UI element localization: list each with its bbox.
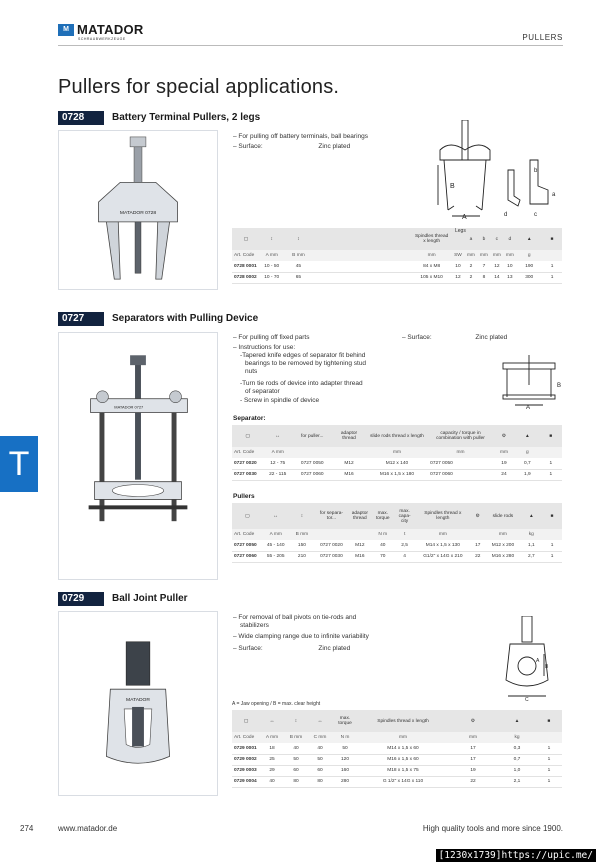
cell: 50 xyxy=(284,754,308,765)
bullet-text: For pulling off battery terminals, ball bearings xyxy=(238,133,369,140)
bullet-0728-1: – For pulling off battery terminals, ball bearings xyxy=(233,133,369,140)
cell: 1 xyxy=(536,754,562,765)
cell: 13 xyxy=(503,272,516,283)
surface-0727: – Surface: Zinc plated xyxy=(402,334,508,341)
cell: 45 xyxy=(284,261,314,272)
weight-icon: ▲ xyxy=(515,425,540,447)
dim-label-b: B xyxy=(450,183,455,190)
unit-sw: SW xyxy=(451,250,464,261)
cell: M12 x 140 xyxy=(366,458,428,469)
cell: 1,1 xyxy=(520,540,542,551)
jaw-opening-icon: ↔ xyxy=(263,503,289,529)
cell: 2,1 xyxy=(498,776,536,787)
cell: M16 xyxy=(332,469,365,480)
dim-label-c: C xyxy=(525,697,529,702)
table-unit-row xyxy=(232,250,562,261)
image-watermark: [1230x1739]https://upic.me/ xyxy=(436,849,596,862)
dim-label-b: B xyxy=(557,383,562,389)
wrench-icon: ⚙ xyxy=(470,503,485,529)
cell: 0727 0050 xyxy=(292,458,332,469)
bullet-text: Wide clamping range due to infinite variability xyxy=(238,633,369,640)
surface-label: Surface: xyxy=(238,143,263,150)
cell: 40 xyxy=(372,540,394,551)
pack-icon: ■ xyxy=(542,503,562,529)
dim-label-a-small: a xyxy=(552,192,556,198)
unit-a: A mm xyxy=(263,447,292,458)
bullet-0729-3: – Wide clamping range due to infinite variability xyxy=(233,633,369,640)
pack-icon: ■ xyxy=(542,228,562,250)
book-icon: ▢ xyxy=(232,503,263,529)
cell: 10 - 50 xyxy=(260,261,284,272)
pack-icon: ■ xyxy=(540,425,562,447)
cell: G1/2" x 14G x 210 xyxy=(416,551,471,562)
col-head-spindles: Spindles thread x length xyxy=(416,503,471,529)
cell: 24 xyxy=(493,469,515,480)
cell: 12 xyxy=(490,261,503,272)
surface-label: Surface: xyxy=(238,645,263,652)
bullet-0729-1: – For removal of ball pivots on tie-rods and xyxy=(233,614,357,621)
section-title-0729: Ball Joint Puller xyxy=(112,593,188,604)
cell: 0729 0001 xyxy=(232,743,260,754)
section-title-0728: Battery Terminal Pullers, 2 legs xyxy=(112,112,261,123)
table-icon-row xyxy=(232,503,562,529)
cell: 22 xyxy=(470,551,485,562)
unit-mm: mm xyxy=(485,529,520,540)
dim-label-b: B xyxy=(545,664,549,670)
cell: 1 xyxy=(542,551,562,562)
table-icon-row xyxy=(232,425,562,447)
table-icon-row xyxy=(232,710,562,732)
cell: 0728 0002 xyxy=(232,272,260,283)
unit-mm: mm xyxy=(366,447,428,458)
brand-name: MATADOR xyxy=(77,22,144,37)
table-row xyxy=(232,551,562,562)
cell: 0727 0060 xyxy=(428,469,493,480)
cell: 120 xyxy=(332,754,358,765)
cell: 2,7 xyxy=(520,551,542,562)
cell: 60 xyxy=(284,765,308,776)
cell: M18 x 1,5 x 75 xyxy=(358,765,448,776)
product-marking-0727: MATADOR 0727 xyxy=(114,404,144,410)
header-divider xyxy=(58,45,563,46)
cell: 40 xyxy=(260,776,284,787)
dim-label-b-small: b xyxy=(534,168,538,174)
bullet-0727-4: bearings to be removed by tightening stud xyxy=(245,360,367,367)
surface-0728: – Surface: Zinc plated xyxy=(233,143,351,150)
bullet-text: For pulling off fixed parts xyxy=(238,334,310,341)
cell: 0729 0004 xyxy=(232,776,260,787)
col-head-max-capacity: max. capa- city xyxy=(394,503,416,529)
cell: 1,9 xyxy=(515,469,540,480)
wrench-icon: ⚙ xyxy=(493,425,515,447)
cell: 1 xyxy=(542,540,562,551)
cell: 160 xyxy=(332,765,358,776)
cell: M16 x 280 xyxy=(485,551,520,562)
cell: 1 xyxy=(542,272,562,283)
dim-label-a: A xyxy=(526,405,531,410)
cell: 0727 0020 xyxy=(315,540,348,551)
table-row xyxy=(232,458,562,469)
cell: 300 xyxy=(516,272,542,283)
cell: 2 xyxy=(464,261,477,272)
cell: 10 - 70 xyxy=(260,272,284,283)
bullet-text: For removal of ball pivots on tie-rods and xyxy=(238,614,357,621)
cell: 0727 0060 xyxy=(292,469,332,480)
unit-art-code: Art. Code xyxy=(232,250,260,261)
separator-table xyxy=(232,425,562,481)
technical-drawing-0729 xyxy=(496,616,560,702)
unit-a: A mm xyxy=(260,732,284,743)
cell: 60 xyxy=(308,765,332,776)
width-icon: ↔ xyxy=(308,710,332,732)
cell: 0,7 xyxy=(515,458,540,469)
dim-label-c: c xyxy=(534,212,537,218)
cell: M16 xyxy=(348,551,372,562)
unit-mm: mm xyxy=(448,732,498,743)
bullet-0727-8: - Screw in spindle of device xyxy=(240,397,320,404)
cell: 17 xyxy=(448,754,498,765)
unit-c: C mm xyxy=(308,732,332,743)
cell: 84 x M8 xyxy=(412,261,452,272)
surface-label: Surface: xyxy=(407,334,432,341)
surface-0729: – Surface: Zinc plated xyxy=(233,645,351,652)
cell: 105 x M10 xyxy=(412,272,452,283)
dim-label-a: A xyxy=(462,214,467,220)
surface-value: Zinc plated xyxy=(318,645,351,652)
unit-mm: mm xyxy=(358,732,448,743)
cell: 10 xyxy=(451,261,464,272)
table-row xyxy=(232,261,562,272)
footer-slogan: High quality tools and more since 1900. xyxy=(422,824,563,833)
cell: 0728 0001 xyxy=(232,261,260,272)
unit-kg: kg xyxy=(520,529,542,540)
separator-label: Separator: xyxy=(233,415,266,422)
cell: M14 x 1,5 x 130 xyxy=(416,540,471,551)
unit-g: g xyxy=(515,447,540,458)
wrench-icon: ⚙ xyxy=(448,710,498,732)
clear-height-icon: ↕ xyxy=(284,228,314,250)
cell: M14 x 1,5 x 60 xyxy=(358,743,448,754)
technical-drawing-0728 xyxy=(430,120,565,220)
cell: 80 xyxy=(284,776,308,787)
cell: 18 xyxy=(260,743,284,754)
cell: 12 - 75 xyxy=(263,458,292,469)
col-head-a: a xyxy=(464,228,477,250)
cell: 280 xyxy=(332,776,358,787)
weight-icon: ▲ xyxy=(516,228,542,250)
weight-icon: ▲ xyxy=(520,503,542,529)
cell: 17 xyxy=(470,540,485,551)
clear-height-icon: ↕ xyxy=(289,503,315,529)
unit-art-code: Art. Code xyxy=(232,447,263,458)
unit-t: t xyxy=(394,529,416,540)
bullet-0727-5: nuts xyxy=(245,368,258,375)
chapter-tab: T xyxy=(0,436,38,492)
cell: 1 xyxy=(540,469,562,480)
bullet-0727-3: -Tapered knife edges of separator fit behind xyxy=(240,352,366,359)
product-marking-0728: MATADOR 0728 xyxy=(119,210,157,216)
table-unit-row xyxy=(232,447,562,458)
cell: 1 xyxy=(536,743,562,754)
col-head-max-torque: max. torque xyxy=(372,503,394,529)
surface-value: Zinc plated xyxy=(475,334,508,341)
cell: 0727 0050 xyxy=(232,540,263,551)
page-number: 274 xyxy=(20,824,34,833)
cell: 25 xyxy=(260,754,284,765)
table-unit-row xyxy=(232,529,562,540)
unit-b: B mm xyxy=(284,250,314,261)
col-head-adaptor: adaptor thread xyxy=(348,503,372,529)
table-row xyxy=(232,776,562,787)
col-head-d: d xyxy=(503,228,516,250)
unit-mm-c: mm xyxy=(490,250,503,261)
unit-nm: N m xyxy=(332,732,358,743)
cell: 150 xyxy=(289,540,315,551)
cell: 14 xyxy=(490,272,503,283)
cell: 19 xyxy=(448,765,498,776)
cell: 70 xyxy=(372,551,394,562)
col-head-spindles: Spindles thread x length xyxy=(358,710,448,732)
product-image-0727 xyxy=(58,332,218,580)
bullet-text: Instructions for use: xyxy=(238,344,296,351)
dim-label-d: d xyxy=(504,212,508,218)
cell: G 1/2" x 14G x 110 xyxy=(358,776,448,787)
col-head-for-puller: for puller... xyxy=(292,425,332,447)
cell: 1 xyxy=(536,776,562,787)
table-row xyxy=(232,469,562,480)
cell: 50 xyxy=(332,743,358,754)
brand-subline: SCHRAUBWERKZEUGE xyxy=(78,37,126,41)
table-row xyxy=(232,540,562,551)
cell: M16 x 1,5 x 180 xyxy=(366,469,428,480)
cell: 50 xyxy=(308,754,332,765)
unit-a: A mm xyxy=(260,250,284,261)
product-image-0728 xyxy=(58,130,218,290)
bullet-0727-7: of separator xyxy=(245,388,280,395)
col-head-slide-rods: slide rods xyxy=(485,503,520,529)
cell: 210 xyxy=(289,551,315,562)
cell: 1,0 xyxy=(498,765,536,776)
cell: 2 xyxy=(464,272,477,283)
col-head-spindles: Spindles thread x length xyxy=(412,228,452,250)
unit-mm: mm xyxy=(493,447,515,458)
table-row xyxy=(232,754,562,765)
cell: 40 xyxy=(284,743,308,754)
cell: 10 xyxy=(503,261,516,272)
cell: 7 xyxy=(477,261,490,272)
cell: 2,5 xyxy=(394,540,416,551)
cell: 0727 0060 xyxy=(232,551,263,562)
col-head-for-separator: for separa- tor... xyxy=(315,503,348,529)
footer-url-link[interactable]: www.matador.de xyxy=(58,824,118,833)
table-row xyxy=(232,272,562,283)
product-marking-0729: MATADOR xyxy=(126,698,150,704)
cell: 0729 0003 xyxy=(232,765,260,776)
cell: 45 - 140 xyxy=(263,540,289,551)
bullet-0727-2: – Instructions for use: xyxy=(233,344,296,351)
weight-icon: ▲ xyxy=(498,710,536,732)
cell: 65 xyxy=(284,272,314,283)
unit-g: g xyxy=(516,250,542,261)
book-icon: ▢ xyxy=(232,425,263,447)
jaw-opening-icon: ↔ xyxy=(263,425,292,447)
jaw-opening-icon: ↕ xyxy=(260,228,284,250)
page-title: Pullers for special applications. xyxy=(58,76,340,98)
unit-mm-b: mm xyxy=(477,250,490,261)
pullers-label: Pullers xyxy=(233,493,255,500)
cell: 1 xyxy=(536,765,562,776)
cell: 17 xyxy=(448,743,498,754)
cell: 0727 0050 xyxy=(428,458,493,469)
unit-b: B mm xyxy=(289,529,315,540)
book-icon: ▢ xyxy=(232,228,260,250)
product-image-0729 xyxy=(58,611,218,796)
pack-icon: ■ xyxy=(536,710,562,732)
cell: 8 xyxy=(477,272,490,283)
cell: 0727 0030 xyxy=(315,551,348,562)
section-number-0729: 0729 xyxy=(58,592,104,606)
brand-logo-mark: M xyxy=(58,24,74,36)
spec-table-0728 xyxy=(232,228,562,284)
table-unit-row xyxy=(232,732,562,743)
bullet-0727-1: – For pulling off fixed parts xyxy=(233,334,310,341)
unit-nm: N m xyxy=(372,529,394,540)
surface-value: Zinc plated xyxy=(318,143,351,150)
cell: 1 xyxy=(542,261,562,272)
unit-kg: kg xyxy=(498,732,536,743)
unit-art-code: Art. Code xyxy=(232,529,263,540)
section-title-0727: Separators with Pulling Device xyxy=(112,313,259,324)
cell: M12 xyxy=(348,540,372,551)
brand-logo xyxy=(58,24,144,36)
bullet-0729-2: stabilizers xyxy=(240,622,269,629)
cell: 4 xyxy=(394,551,416,562)
book-icon: ▢ xyxy=(232,710,260,732)
cell: M16 x 1,5 x 60 xyxy=(358,754,448,765)
cell: 29 xyxy=(260,765,284,776)
pullers-table xyxy=(232,503,562,563)
cell: 0727 0020 xyxy=(232,458,263,469)
col-head-adaptor: adaptor thread xyxy=(332,425,365,447)
unit-mm-d: mm xyxy=(503,250,516,261)
cell: M12 xyxy=(332,458,365,469)
unit-mm: mm xyxy=(428,447,493,458)
cell: 0727 0030 xyxy=(232,469,263,480)
dimension-note: A = Jaw opening / B = max. clear height xyxy=(232,701,321,707)
table-row xyxy=(232,743,562,754)
cell: 0729 0002 xyxy=(232,754,260,765)
cell: 1 xyxy=(540,458,562,469)
cell: 19 xyxy=(493,458,515,469)
unit-mm: mm xyxy=(412,250,452,261)
unit-a: A mm xyxy=(263,529,289,540)
unit-art-code: Art. Code xyxy=(232,732,260,743)
section-number-0727: 0727 xyxy=(58,312,104,326)
cell: 80 xyxy=(308,776,332,787)
cell: 12 xyxy=(451,272,464,283)
cell: 40 xyxy=(308,743,332,754)
technical-drawing-0727 xyxy=(495,355,565,410)
unit-mm: mm xyxy=(416,529,471,540)
table-icon-row xyxy=(232,228,562,250)
legs-header: Legs xyxy=(455,228,466,234)
col-head-max-torque: max. torque xyxy=(332,710,358,732)
table-row xyxy=(232,765,562,776)
col-head-c: c xyxy=(490,228,503,250)
cell: 190 xyxy=(516,261,542,272)
page-category: PULLERS xyxy=(522,33,563,42)
cell: 0,7 xyxy=(498,754,536,765)
cell: 22 xyxy=(448,776,498,787)
unit-mm-a: mm xyxy=(464,250,477,261)
unit-b: B mm xyxy=(284,732,308,743)
col-head-slide-rods: slide rods thread x length xyxy=(366,425,428,447)
jaw-opening-icon: ↔ xyxy=(260,710,284,732)
col-head-capacity: capacity / torque in combination with puller xyxy=(428,425,493,447)
cell: M12 x 200 xyxy=(485,540,520,551)
dim-label-a: A xyxy=(536,658,540,664)
cell: 22 - 115 xyxy=(263,469,292,480)
spec-table-0729 xyxy=(232,710,562,788)
section-number-0728: 0728 xyxy=(58,111,104,125)
col-head-b: b xyxy=(477,228,490,250)
cell: 0,3 xyxy=(498,743,536,754)
clear-height-icon: ↕ xyxy=(284,710,308,732)
cell: 55 - 205 xyxy=(263,551,289,562)
bullet-0727-6: -Turn tie rods of device into adapter thread xyxy=(240,380,363,387)
